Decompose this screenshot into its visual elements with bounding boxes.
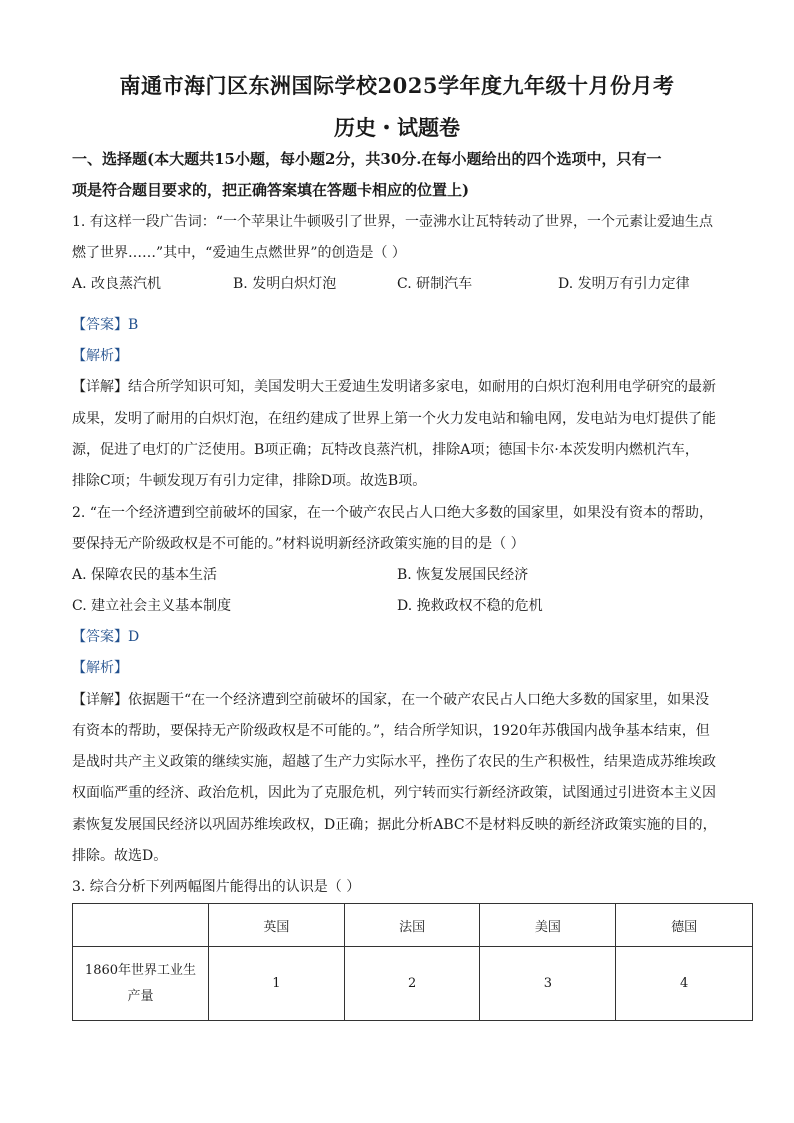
table-header-cell: 法国 xyxy=(344,904,480,947)
q1-option-b: B. 发明白炽灯泡 xyxy=(233,276,337,292)
table-row-label xyxy=(73,947,209,1021)
section-instructions-line1: 一、选择题(本大题共15小题，每小题2分，共30分.在每小题给出的四个选项中，只有一 xyxy=(72,150,662,168)
q2-stem-line1: 2. “在一个经济遭到空前破坏的国家，在一个破产农民占人口绝大多数的国家里，如果没有资本的帮助， xyxy=(72,505,713,521)
q1-detail-line1: 【详解】结合所学知识可知，美国发明大王爱迪生发明诸多家电，如耐用的白炽灯泡利用电学研究的最新 xyxy=(72,379,716,395)
section-instructions-line2: 项是符合题目要求的，把正确答案填在答题卡相应的位置上) xyxy=(72,181,470,199)
q2-option-c: C. 建立社会主义基本制度 xyxy=(72,598,232,614)
q2-detail-line2: 有资本的帮助，要保持无产阶级政权是不可能的。”，结合所学知识，1920年苏俄国内战争基本结束，但 xyxy=(72,723,710,739)
q2-option-a: A. 保障农民的基本生活 xyxy=(72,567,218,583)
q2-answer: 【答案】D xyxy=(72,629,140,645)
q2-option-b: B. 恢复发展国民经济 xyxy=(397,567,529,583)
table-cell: 1 xyxy=(208,947,344,1021)
table-header-cell: 英国 xyxy=(208,904,344,947)
q2-detail-line4: 权面临严重的经济、政治危机，因此为了克服危机，列宁转而实行新经济政策，试图通过引进资本主义因 xyxy=(72,785,716,801)
q1-stem-line1: 1. 有这样一段广告词：“一个苹果让牛顿吸引了世界，一壶沸水让瓦特转动了世界，一个元素让爱迪生点 xyxy=(72,214,713,230)
q3-table xyxy=(72,903,753,1021)
table-row-label-line1: 1860年世界工业生 xyxy=(84,962,197,978)
q1-option-d: D. 发明万有引力定律 xyxy=(558,276,690,292)
table-header-row xyxy=(73,904,753,947)
table-row xyxy=(73,947,753,1021)
q2-analysis-label: 【解析】 xyxy=(72,660,128,676)
q1-stem-line2: 燃了世界……”其中，“爱迪生点燃世界”的创造是（ ） xyxy=(72,245,406,261)
table-header-cell xyxy=(73,904,209,947)
page-title: 南通市海门区东洲国际学校2025学年度九年级十月份月考 xyxy=(119,73,675,98)
q2-detail-line1: 【详解】依据题干“在一个经济遭到空前破坏的国家，在一个破产农民占人口绝大多数的国家里，如果没 xyxy=(72,692,710,708)
table-header-cell: 美国 xyxy=(480,904,616,947)
q1-answer: 【答案】B xyxy=(72,317,139,333)
q2-detail-line5: 素恢复发展国民经济以巩固苏维埃政权，D正确；据此分析ABC不是材料反映的新经济政策实施的目的， xyxy=(72,817,717,833)
table-cell: 3 xyxy=(480,947,616,1021)
q1-analysis-label: 【解析】 xyxy=(72,348,128,364)
q1-option-a: A. 改良蒸汽机 xyxy=(72,276,162,292)
page-subtitle: 历史・试题卷 xyxy=(334,115,460,140)
q1-detail-line4: 排除C项；牛顿发现万有引力定律，排除D项。故选B项。 xyxy=(72,473,427,489)
q1-detail-line3: 源，促进了电灯的广泛使用。B项正确；瓦特改良蒸汽机，排除A项；德国卡尔·本茨发明内燃机汽车， xyxy=(72,442,699,458)
q1-detail-line2: 成果，发明了耐用的白炽灯泡，在纽约建成了世界上第一个火力发电站和输电网，发电站为电灯提供了能 xyxy=(72,411,716,427)
table-cell: 4 xyxy=(616,947,753,1021)
q2-stem-line2: 要保持无产阶级政权是不可能的。”材料说明新经济政策实施的目的是（ ） xyxy=(72,536,525,552)
table-row-label-line2: 产量 xyxy=(127,988,154,1004)
q2-detail-line6: 排除。故选D。 xyxy=(72,848,168,864)
q3-stem-line1: 3. 综合分析下列两幅图片能得出的认识是（ ） xyxy=(72,879,361,895)
table-cell: 2 xyxy=(344,947,480,1021)
q1-option-c: C. 研制汽车 xyxy=(397,276,473,292)
q2-option-d: D. 挽救政权不稳的危机 xyxy=(397,598,543,614)
table-header-cell: 德国 xyxy=(616,904,753,947)
q2-detail-line3: 是战时共产主义政策的继续实施，超越了生产力实际水平，挫伤了农民的生产积极性，结果造成苏维埃政 xyxy=(72,754,716,770)
